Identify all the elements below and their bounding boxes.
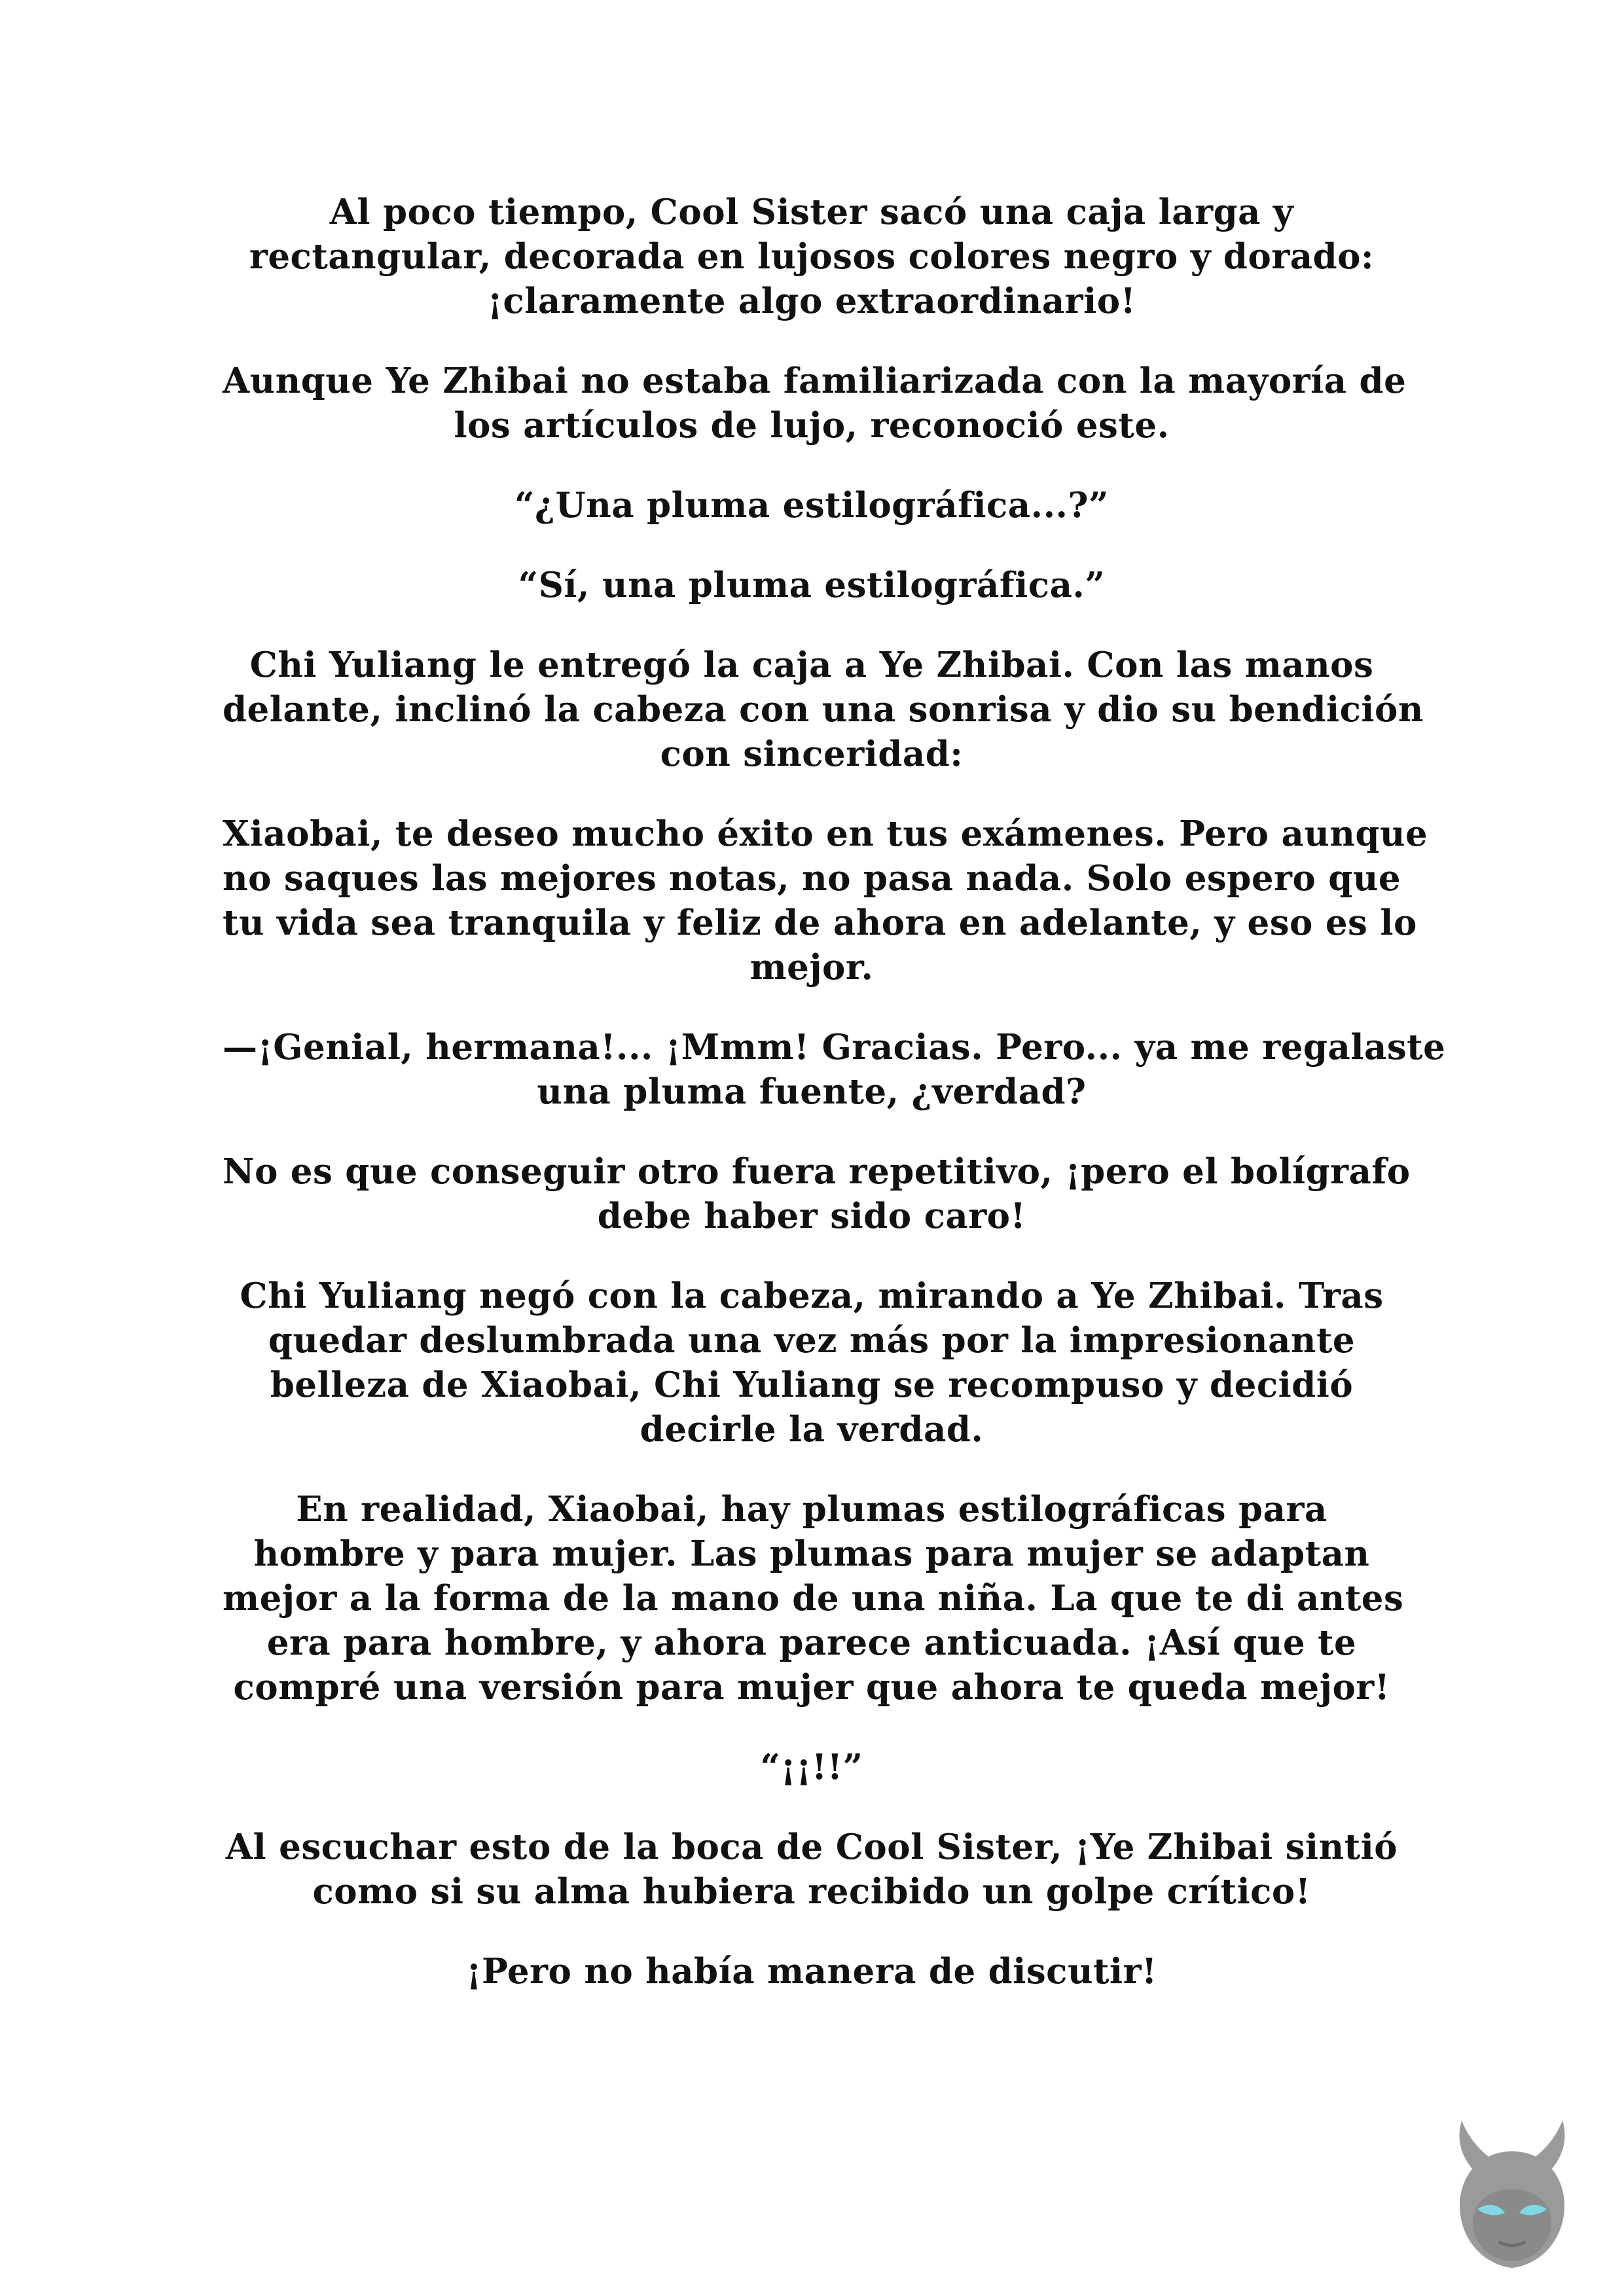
text-line: con sinceridad:: [660, 734, 964, 774]
text-line: “¿Una pluma estilográfica...?”: [514, 485, 1110, 526]
text-line: Aunque Ye Zhibai no estaba familiarizada con la mayoría de: [223, 361, 1407, 401]
text-line: debe haber sido caro!: [597, 1196, 1026, 1236]
text-line: —¡Genial, hermana!... ¡Mmm! Gracias. Pero... ya me regalaste: [223, 1027, 1446, 1067]
text-line: ¡Pero no había manera de discutir!: [466, 1951, 1157, 1992]
paragraph: [223, 1274, 1401, 1452]
text-line: ¡claramente algo extraordinario!: [487, 281, 1136, 321]
text-line: No es que conseguir otro fuera repetitivo, ¡pero el bolígrafo: [223, 1151, 1411, 1192]
text-line: quedar deslumbrada una vez más por la impresionante: [268, 1320, 1356, 1361]
text-line: como si su alma hubiera recibido un golpe crítico!: [312, 1871, 1311, 1912]
paragraph: [223, 643, 1424, 776]
paragraph: [223, 1487, 1404, 1710]
paragraph: [223, 359, 1407, 448]
paragraph: [223, 1825, 1401, 1914]
paragraph: [223, 1025, 1446, 1114]
demon-head-logo-icon: [1430, 2111, 1594, 2274]
text-line: los artículos de lujo, reconoció este.: [454, 405, 1170, 446]
text-line: compré una versión para mujer que ahora te queda mejor!: [233, 1667, 1390, 1708]
paragraph: [223, 1745, 1401, 1789]
text-line: En realidad, Xiaobai, hay plumas estilográficas para: [296, 1489, 1327, 1530]
text-line: belleza de Xiaobai, Chi Yuliang se recompuso y decidió: [270, 1365, 1354, 1405]
paragraph: [223, 812, 1428, 990]
text-line: Chi Yuliang negó con la cabeza, mirando a Ye Zhibai. Tras: [240, 1276, 1384, 1316]
text-line: una pluma fuente, ¿verdad?: [537, 1071, 1087, 1112]
text-line: “Sí, una pluma estilográfica.”: [518, 565, 1106, 605]
text-line: delante, inclinó la cabeza con una sonrisa y dio su bendición: [223, 689, 1424, 730]
text-line: “¡¡!!”: [760, 1747, 863, 1787]
text-line: rectangular, decorada en lujosos colores negro y dorado:: [249, 236, 1375, 277]
text-line: Al escuchar esto de la boca de Cool Sister, ¡Ye Zhibai sintió: [225, 1827, 1398, 1867]
text-line: mejor.: [749, 947, 874, 988]
paragraph: [223, 563, 1401, 607]
text-line: tu vida sea tranquila y feliz de ahora en adelante, y eso es lo: [223, 903, 1417, 943]
paragraph: [223, 1949, 1401, 1994]
text-line: era para hombre, y ahora parece anticuada. ¡Así que te: [266, 1623, 1357, 1663]
text-line: no saques las mejores notas, no pasa nada. Solo espero que: [223, 858, 1401, 899]
body-text: [223, 190, 1446, 2029]
text-line: hombre y para mujer. Las plumas para mujer se adaptan: [253, 1534, 1370, 1574]
paragraph: [223, 1149, 1411, 1238]
text-line: Xiaobai, te deseo mucho éxito en tus exámenes. Pero aunque: [223, 814, 1428, 854]
text-line: Al poco tiempo, Cool Sister sacó una caja larga y: [329, 192, 1294, 232]
paragraph: [223, 190, 1401, 323]
paragraph: [223, 483, 1401, 528]
text-line: mejor a la forma de la mano de una niña. La que te di antes: [223, 1578, 1404, 1619]
text-line: Chi Yuliang le entregó la caja a Ye Zhibai. Con las manos: [249, 645, 1374, 685]
text-line: decirle la verdad.: [640, 1409, 984, 1450]
